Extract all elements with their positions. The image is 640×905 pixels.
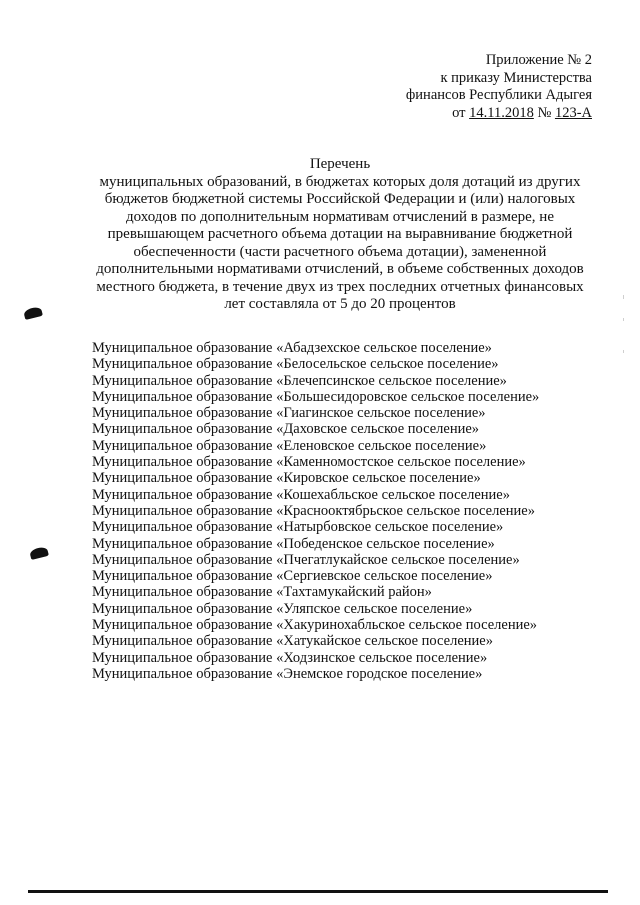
list-item: Муниципальное образование «Даховское сельское поселение» <box>92 421 480 438</box>
title-line: муниципальных образований, в бюджетах которых доля дотаций из других <box>99 173 581 190</box>
document-title <box>60 156 620 314</box>
list-item: Муниципальное образование «Гиагинское сельское поселение» <box>92 405 486 422</box>
list-item: Муниципальное образование «Краснооктябрьское сельское поселение» <box>92 502 535 519</box>
list-item: Муниципальное образование «Пчегатлукайское сельское поселение» <box>92 551 520 568</box>
list-item: Муниципальное образование «Натырбовское сельское поселение» <box>92 519 504 536</box>
order-date: 14.11.2018 <box>469 104 534 121</box>
list-item: Муниципальное образование «Хакуринохабльское сельское поселение» <box>92 617 538 634</box>
appendix-header <box>262 52 592 122</box>
list-item: Муниципальное образование «Каменномостское сельское поселение» <box>92 454 526 471</box>
list-item: Муниципальное образование «Ходзинское сельское поселение» <box>92 649 488 666</box>
scan-speck <box>623 350 624 353</box>
list-item: Муниципальное образование «Абадзехское сельское поселение» <box>92 340 492 356</box>
appendix-number: Приложение № 2 <box>485 52 592 68</box>
scan-edge-line <box>28 890 608 893</box>
title-line: бюджетов бюджетной системы Российской Федерации и (или) налоговых <box>104 191 576 207</box>
date-prefix: от <box>452 104 470 121</box>
list-item: Муниципальное образование «Еленовское сельское поселение» <box>92 437 487 454</box>
order-reference: к приказу Министерства <box>440 69 592 86</box>
list-item: Муниципальное образование «Сергиевское сельское поселение» <box>92 568 493 585</box>
list-item: Муниципальное образование «Блечепсинское сельское поселение» <box>92 372 507 389</box>
title-line: лет составляла от 5 до 20 процентов <box>224 296 456 312</box>
list-item: Муниципальное образование «Энемское городское поселение» <box>92 665 483 682</box>
list-item: Муниципальное образование «Уляпское сельское поселение» <box>92 600 473 617</box>
number-prefix: № <box>533 104 555 121</box>
title-line: обеспеченности (части расчетного объема дотации), замененной <box>133 243 547 260</box>
list-item: Муниципальное образование «Тахтамукайский район» <box>92 584 432 601</box>
binder-hole-mark <box>23 306 43 320</box>
title-line: доходов по дополнительным нормативам отчислений в размере, не <box>126 208 554 225</box>
list-item: Муниципальное образование «Белосельское сельское поселение» <box>92 356 499 373</box>
list-item: Муниципальное образование «Кировское сельское поселение» <box>92 470 481 487</box>
list-item: Муниципальное образование «Кошехабльское сельское поселение» <box>92 486 510 503</box>
title-line: дополнительными нормативами отчислений, в объеме собственных доходов <box>96 261 584 277</box>
order-date-line <box>262 105 592 123</box>
binder-hole-mark <box>29 546 49 560</box>
list-item: Муниципальное образование «Большесидоровское сельское поселение» <box>92 388 540 405</box>
scan-speck <box>623 318 624 321</box>
order-number: 123-А <box>554 104 592 121</box>
municipality-list <box>92 340 612 682</box>
scan-speck <box>623 295 624 299</box>
list-item: Муниципальное образование «Победенское сельское поселение» <box>92 535 495 552</box>
title-line: превышающем расчетного объема дотации на выравнивание бюджетной <box>107 226 573 242</box>
title-heading: Перечень <box>309 156 371 172</box>
ministry-name: финансов Республики Адыгея <box>405 87 592 103</box>
title-line: местного бюджета, в течение двух из трех последних отчетных финансовых <box>96 278 584 295</box>
list-item: Муниципальное образование «Хатукайское сельское поселение» <box>92 633 493 650</box>
